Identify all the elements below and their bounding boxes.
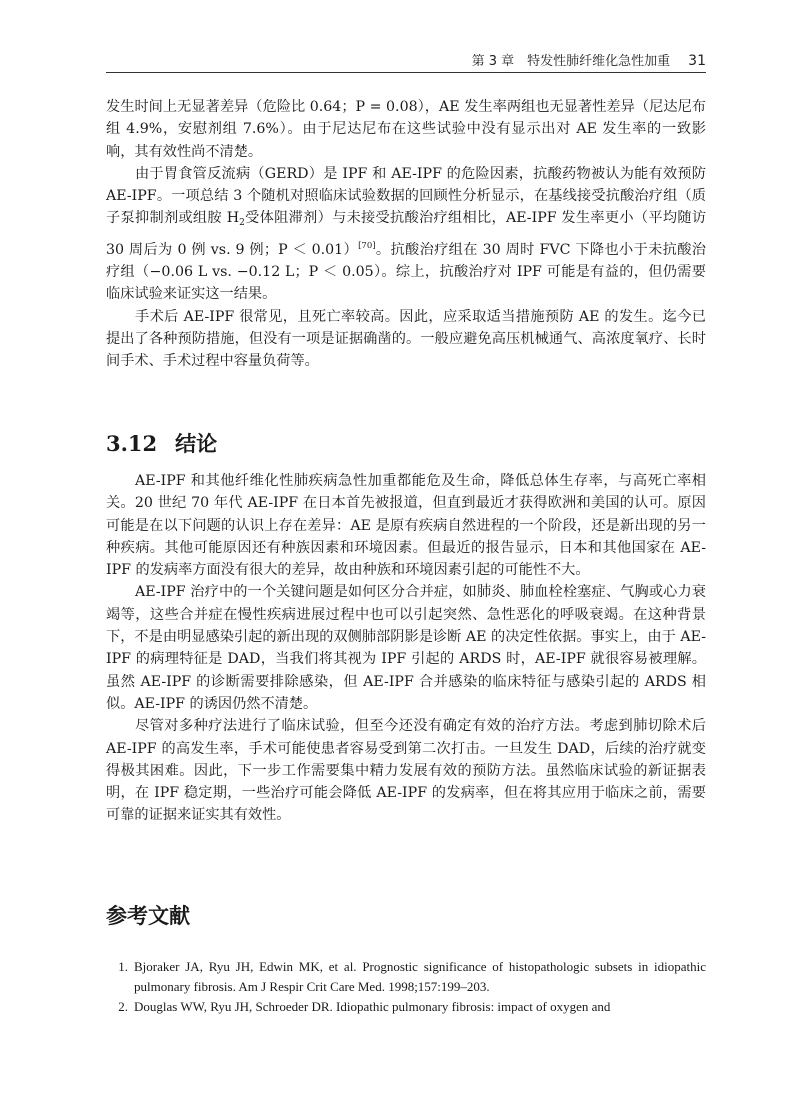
paragraph: AE-IPF 和其他纤维化性肺疾病急性加重都能危及生命，降低总体生存率，与高死亡率相关。20 世纪 70 年代 AE-IPF 在日本首先被报道，但直到最近才获得欧洲和美国的认可。原因可能是在以下问题的认识上存在差异：AE 是原有疾病自然进程的一个阶段，还是新出现的另一种疾病。其他可能原因还有种族因素和环境因素。但最近的报告显示，日本和其他国家在 AE-IPF 的发病率方面没有很大的差异，故由种族和环境因素引起的可能性不大。 — [106, 473, 706, 579]
paragraph-part: 。抗酸治疗组在 30 周时 FVC 下降也小于未抗酸治疗组（−0.06 L vs. −0.12 L；P ＜ 0.05）。综上，抗酸治疗对 IPF 可能是有益的，但仍需要临床试验来证实这一结果。 — [106, 241, 706, 303]
section-number: 3.12 — [106, 431, 158, 456]
paragraph: 尽管对多种疗法进行了临床试验，但至今还没有确定有效的治疗方法。考虑到肺切除术后 AE-IPF 的高发生率，手术可能使患者容易受到第二次打击。一旦发生 DAD，后续的治疗就变得极其困难。因此，下一步工作需要集中精力发展有效的预防方法。虽然临床试验的新证据表明，在 IPF 稳定期，一些治疗可能会降低 AE-IPF 的发病率，但在将其应用于临床之前，需要可靠的证据来证实其有效性。 — [106, 718, 706, 824]
paragraph — [106, 163, 706, 306]
body-text-top — [106, 96, 706, 373]
body-text-conclusion — [106, 470, 706, 827]
chapter-title: 第 3 章 特发性肺纤维化急性加重 — [471, 54, 671, 69]
paragraph: AE-IPF 治疗中的一个关键问题是如何区分合并症，如肺炎、肺血栓栓塞症、气胸或心力衰竭等，这些合并症在慢性疾病进展过程中也可以引起突然、急性恶化的呼吸衰竭。在这种背景下，不是由明显感染引起的新出现的双侧肺部阴影是诊断 AE 的决定性依据。事实上，由于 AE-IPF 的病理特征是 DAD，当我们将其视为 IPF 引起的 ARDS 时，AE-IPF 就很容易被理解。虽然 AE-IPF 的诊断需要排除感染，但 AE-IPF 合并感染的临床特征与感染引起的 ARDS 相似。AE-IPF 的诱因仍然不清楚。 — [106, 584, 706, 712]
header-text — [472, 50, 706, 69]
reference-list — [106, 957, 706, 1017]
reference-number: 2. — [118, 999, 128, 1014]
references-heading: 参考文献 — [106, 903, 190, 928]
page-number: 31 — [688, 53, 706, 69]
running-header — [106, 46, 706, 73]
reference-item — [106, 997, 706, 1017]
reference-item — [106, 957, 706, 997]
paragraph: 手术后 AE-IPF 很常见，且死亡率较高。因此，应采取适当措施预防 AE 的发生。迄今已提出了各种预防措施，但没有一项是证据确凿的。一般应避免高压机械通气、高浓度氧疗、长时间手术、手术过程中容量负荷等。 — [106, 308, 706, 370]
paragraph-part: 由于胃食管反流病（GERD）是 IPF 和 AE-IPF 的危险因素，抗酸药物被认为能有效预防 AE-IPF。一项总结 3 个随机对照临床试验数据的回顾性分析显示，在基线接受抗酸治疗组（质子泵抑制剂或组胺 H — [106, 165, 706, 227]
reference-text: Bjoraker JA, Ryu JH, Edwin MK, et al. Prognostic significance of histopathologic subsets in idiopathic pulmonary fibrosis. Am J Respir Crit Care Med. 1998;157:199–203. — [134, 959, 706, 994]
paragraph: 发生时间上无显著差异（危险比 0.64；P = 0.08），AE 发生率两组也无显著性差异（尼达尼布组 4.9%，安慰剂组 7.6%）。由于尼达尼布在这些试验中没有显示出对 AE 发生率的一致影响，其有效性尚不清楚。 — [106, 99, 706, 160]
subscript: 2 — [239, 218, 245, 229]
reference-text: Douglas WW, Ryu JH, Schroeder DR. Idiopathic pulmonary fibrosis: impact of oxygen and — [134, 999, 611, 1014]
citation-superscript: [70] — [358, 240, 376, 251]
reference-number: 1. — [118, 959, 128, 974]
paragraph-part: 受体阻滞剂）与未接受抗酸治疗组相比，AE-IPF 发生率更小（平均随访 30 周后为 0 例 vs. 9 例；P ＜ 0.01） — [106, 210, 707, 258]
section-title: 结论 — [175, 431, 218, 456]
section-heading — [106, 428, 217, 458]
